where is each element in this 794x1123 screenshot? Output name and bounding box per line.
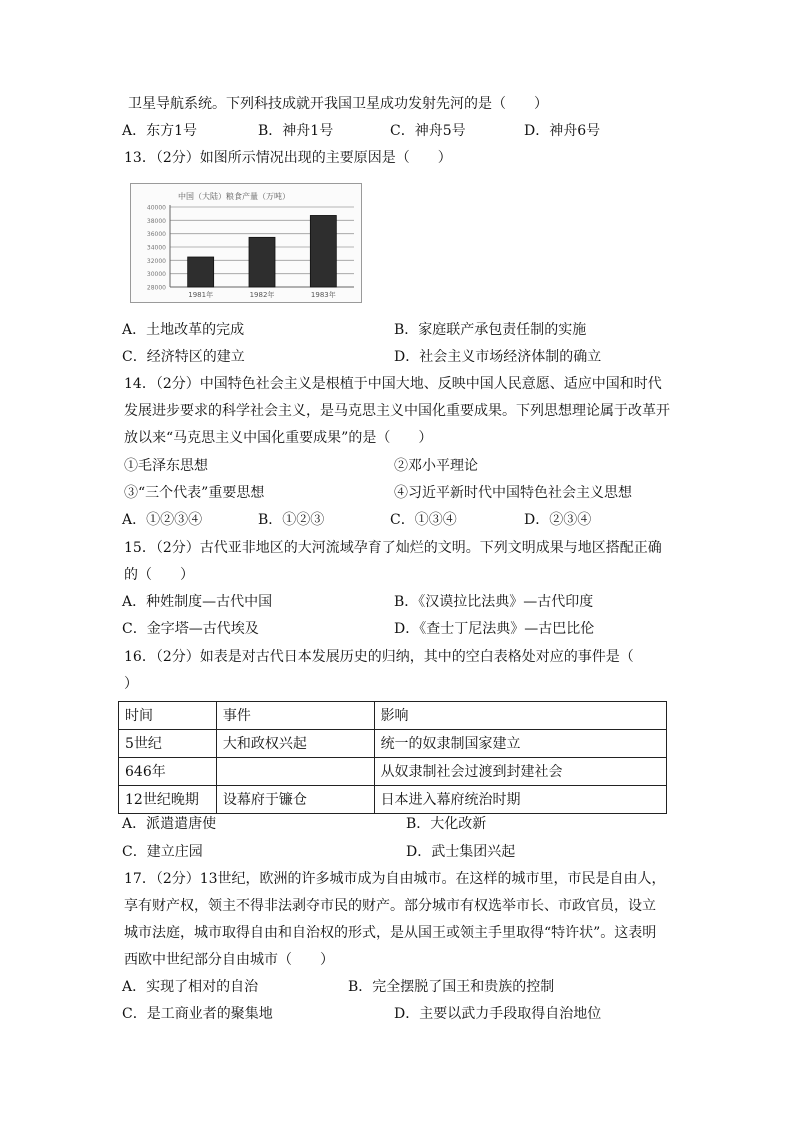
q13-option-c[interactable]: C．经济特区的建立 xyxy=(122,349,245,365)
table-cell: 大和政权兴起 xyxy=(216,730,374,758)
q16-option-a[interactable]: A．派遣遣唐使 xyxy=(122,816,217,832)
table-cell: 5世纪 xyxy=(119,730,217,758)
q17-option-b[interactable]: B．完全摆脱了国王和贵族的控制 xyxy=(348,979,555,995)
table-row xyxy=(119,730,667,758)
q17-stem-line-4: 西欧中世纪部分自由城市（ ） xyxy=(124,952,334,968)
q16-option-c[interactable]: C．建立庄园 xyxy=(122,844,203,860)
chart-y-tick-label: 34000 xyxy=(146,244,166,252)
q17-stem-line-3: 城市法庭，城市取得自由和自治权的形式，是从国王或领主手里取得“特许状”。这表明 xyxy=(124,925,657,941)
q17-option-a[interactable]: A．实现了相对的自治 xyxy=(122,979,259,995)
table-header-cell: 影响 xyxy=(374,702,666,730)
table-cell: 646年 xyxy=(119,758,217,786)
chart-y-tick-label: 30000 xyxy=(146,271,166,279)
chart-y-tick-label: 40000 xyxy=(146,204,166,212)
chart-bar xyxy=(310,215,336,287)
q14-option-d[interactable]: D．②③④ xyxy=(524,512,592,528)
q16-option-b[interactable]: B．大化改新 xyxy=(406,816,487,832)
q17-option-d[interactable]: D．主要以武力手段取得自治地位 xyxy=(394,1006,602,1022)
q16-stem-line-2: ） xyxy=(124,676,138,692)
table-cell: 日本进入幕府统治时期 xyxy=(374,786,666,814)
q13-option-d[interactable]: D．社会主义市场经济体制的确立 xyxy=(394,349,602,365)
q12-option-c[interactable]: C．神舟5号 xyxy=(390,123,466,139)
q14-stem-line-1: 14．（2分）中国特色社会主义是根植于中国大地、反映中国人民意愿、适应中国和时代 xyxy=(124,376,662,392)
q13-option-a[interactable]: A．土地改革的完成 xyxy=(122,322,245,338)
q17-option-c[interactable]: C．是工商业者的聚集地 xyxy=(122,1006,273,1022)
q13-stem: 13．（2分）如图所示情况出现的主要原因是（ ） xyxy=(124,150,452,166)
q12-option-b[interactable]: B．神舟1号 xyxy=(258,123,334,139)
table-cell: 设幕府于镰仓 xyxy=(216,786,374,814)
chart-y-tick-label: 36000 xyxy=(146,231,166,239)
japan-history-table xyxy=(118,701,667,814)
table-cell: 统一的奴隶制国家建立 xyxy=(374,730,666,758)
chart-x-tick-label: 1982年 xyxy=(249,291,275,299)
q16-stem-line-1: 16．（2分）如表是对古代日本发展历史的归纳，其中的空白表格处对应的事件是（ xyxy=(124,649,634,665)
chart-x-tick-label: 1981年 xyxy=(188,291,214,299)
q14-item-4: ④习近平新时代中国特色社会主义思想 xyxy=(394,485,632,501)
table-row xyxy=(119,786,667,814)
chart-x-tick-label: 1983年 xyxy=(310,291,336,299)
chart-y-tick-label: 32000 xyxy=(146,257,166,265)
q14-item-3: ③“三个代表”重要思想 xyxy=(124,485,265,501)
q17-stem-line-2: 享有财产权，领主不得非法剥夺市民的财产。部分城市有权选举市长、市政官员，设立 xyxy=(124,898,656,914)
q14-option-c[interactable]: C．①③④ xyxy=(390,512,457,528)
grain-output-bar-chart xyxy=(130,183,362,303)
q14-stem-line-3: 放以来“马克思主义中国化重要成果”的是（ ） xyxy=(124,430,433,446)
q14-item-1: ①毛泽东思想 xyxy=(124,458,208,474)
table-row xyxy=(119,758,667,786)
chart-y-tick-label: 38000 xyxy=(146,217,166,225)
q15-option-a[interactable]: A．种姓制度—古代中国 xyxy=(122,594,273,610)
q15-stem-line-2: 的（ ） xyxy=(124,567,194,583)
q14-option-b[interactable]: B．①②③ xyxy=(258,512,325,528)
table-cell-blank xyxy=(216,758,374,786)
q12-option-d[interactable]: D．神舟6号 xyxy=(524,123,601,139)
q17-stem-line-1: 17．（2分）13世纪，欧洲的许多城市成为自由城市。在这样的城市里，市民是自由人， xyxy=(124,871,666,887)
q15-option-b[interactable]: B．《汉谟拉比法典》—古代印度 xyxy=(394,594,594,610)
table-header-cell: 事件 xyxy=(216,702,374,730)
q14-option-a[interactable]: A．①②③④ xyxy=(122,512,203,528)
q16-option-d[interactable]: D．武士集团兴起 xyxy=(406,844,516,860)
table-header-cell: 时间 xyxy=(119,702,217,730)
q15-option-d[interactable]: D．《查士丁尼法典》—古巴比伦 xyxy=(394,621,595,637)
q12-option-a[interactable]: A．东方1号 xyxy=(122,123,198,139)
chart-bar xyxy=(188,257,214,287)
q14-stem-line-2: 发展进步要求的科学社会主义，是马克思主义中国化重要成果。下列思想理论属于改革开 xyxy=(124,403,670,419)
table-header-row xyxy=(119,702,667,730)
chart-y-tick-label: 28000 xyxy=(146,284,166,292)
table-cell: 从奴隶制社会过渡到封建社会 xyxy=(374,758,666,786)
table-cell: 12世纪晚期 xyxy=(119,786,217,814)
q15-stem-line-1: 15．（2分）古代亚非地区的大河流域孕育了灿烂的文明。下列文明成果与地区搭配正确 xyxy=(124,540,662,556)
q15-option-c[interactable]: C．金字塔—古代埃及 xyxy=(122,621,259,637)
q12-stem: 卫星导航系统。下列科技成就开我国卫星成功发射先河的是（ ） xyxy=(128,96,548,112)
q13-option-b[interactable]: B．家庭联产承包责任制的实施 xyxy=(394,322,587,338)
chart-title: 中国（大陆）粮食产量（万吨） xyxy=(178,192,290,201)
chart-bar xyxy=(249,237,275,287)
q14-item-2: ②邓小平理论 xyxy=(394,458,478,474)
